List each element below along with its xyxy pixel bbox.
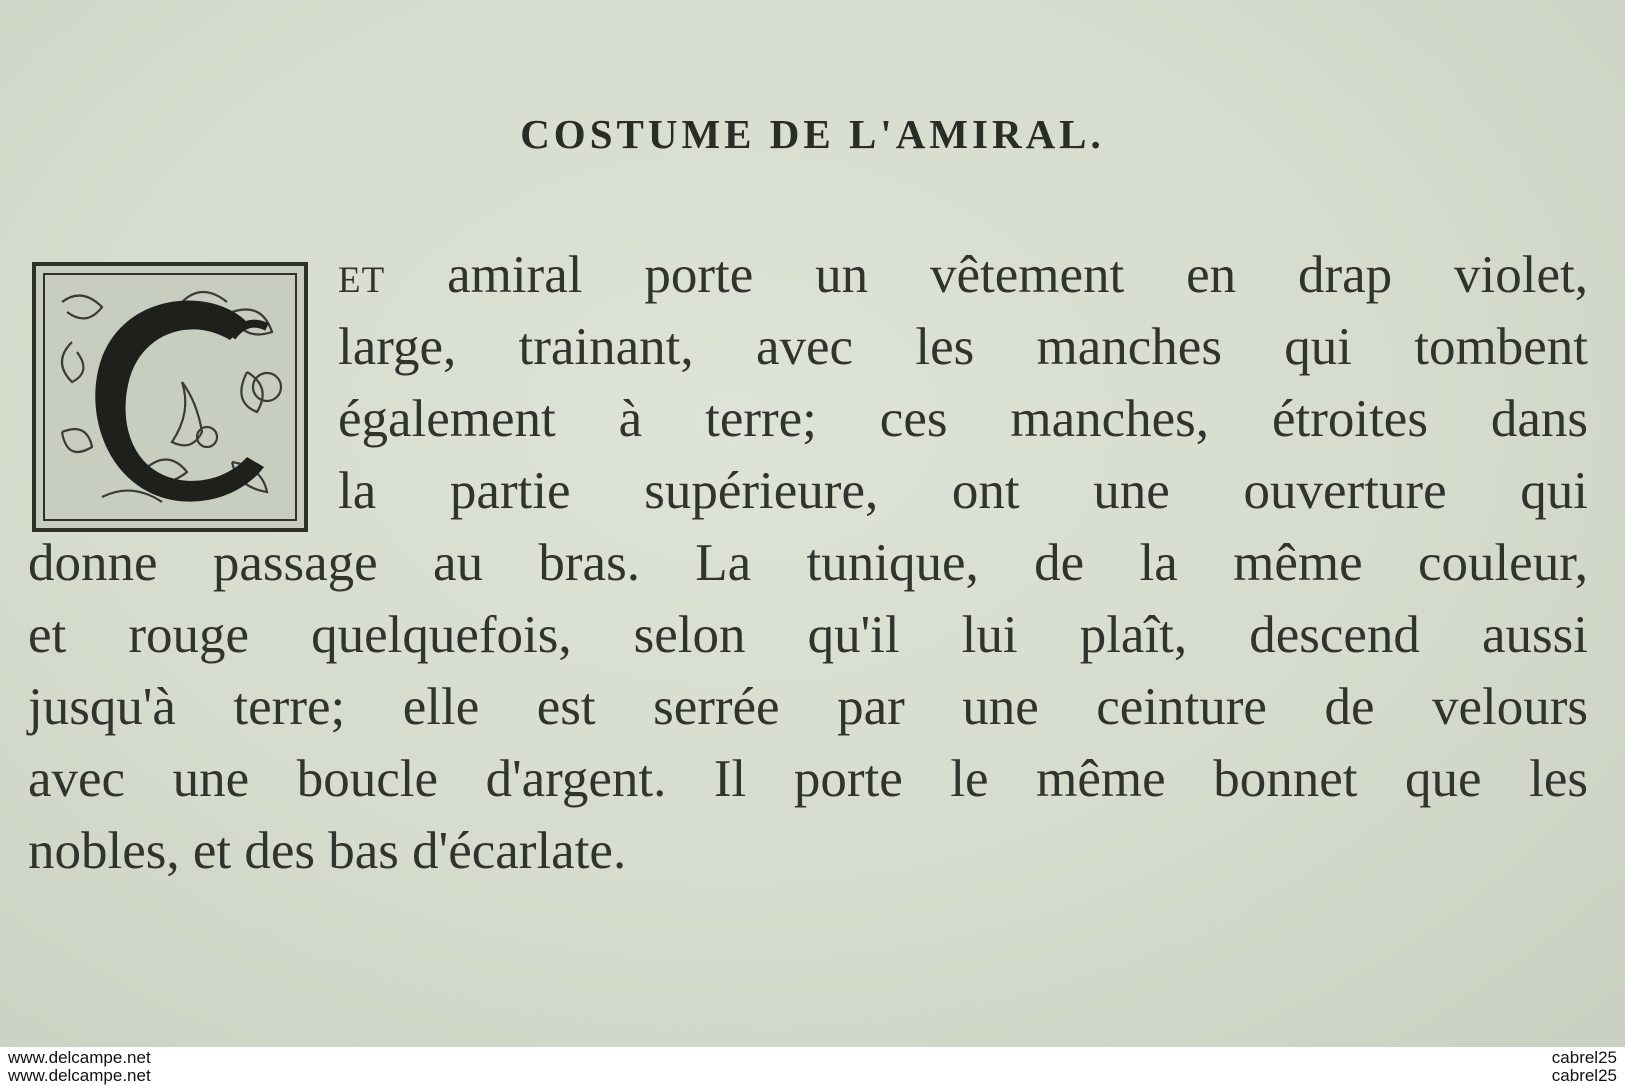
text-line-1-rest: amiral porte un vêtement en drap violet, <box>385 246 1588 304</box>
text-line-1 <box>338 245 1588 305</box>
text-line-4: la partie supérieure, ont une ouverture qui <box>338 462 1588 520</box>
text-line-3: également à terre; ces manches, étroites dans <box>338 390 1588 448</box>
footer-seller-name-2: cabrel25 <box>1551 1066 1617 1085</box>
footer-seller-name-1: cabrel25 <box>1551 1048 1617 1067</box>
text-line-7: jusqu'à terre; elle est serrée par une ceinture de velours <box>28 678 1588 736</box>
text-line-6: et rouge quelquefois, selon qu'il lui plaît, descend aussi <box>28 606 1588 664</box>
text-line-9: nobles, et des bas d'écarlate. <box>28 822 627 880</box>
first-word-smallcaps: et <box>338 246 386 304</box>
page-heading: COSTUME DE L'AMIRAL. <box>520 111 1105 157</box>
text-line-2: large, trainant, avec les manches qui tombent <box>338 318 1588 376</box>
footer-site-link-2[interactable]: www.delcampe.net <box>8 1066 151 1085</box>
watermark-footer <box>0 1047 1625 1085</box>
text-line-8: avec une boucle d'argent. Il porte le même bonnet que les <box>28 750 1588 808</box>
text-line-5: donne passage au bras. La tunique, de la même couleur, <box>28 534 1588 592</box>
footer-site-link-1[interactable]: www.delcampe.net <box>8 1048 151 1067</box>
ornamental-drop-cap <box>32 262 308 532</box>
